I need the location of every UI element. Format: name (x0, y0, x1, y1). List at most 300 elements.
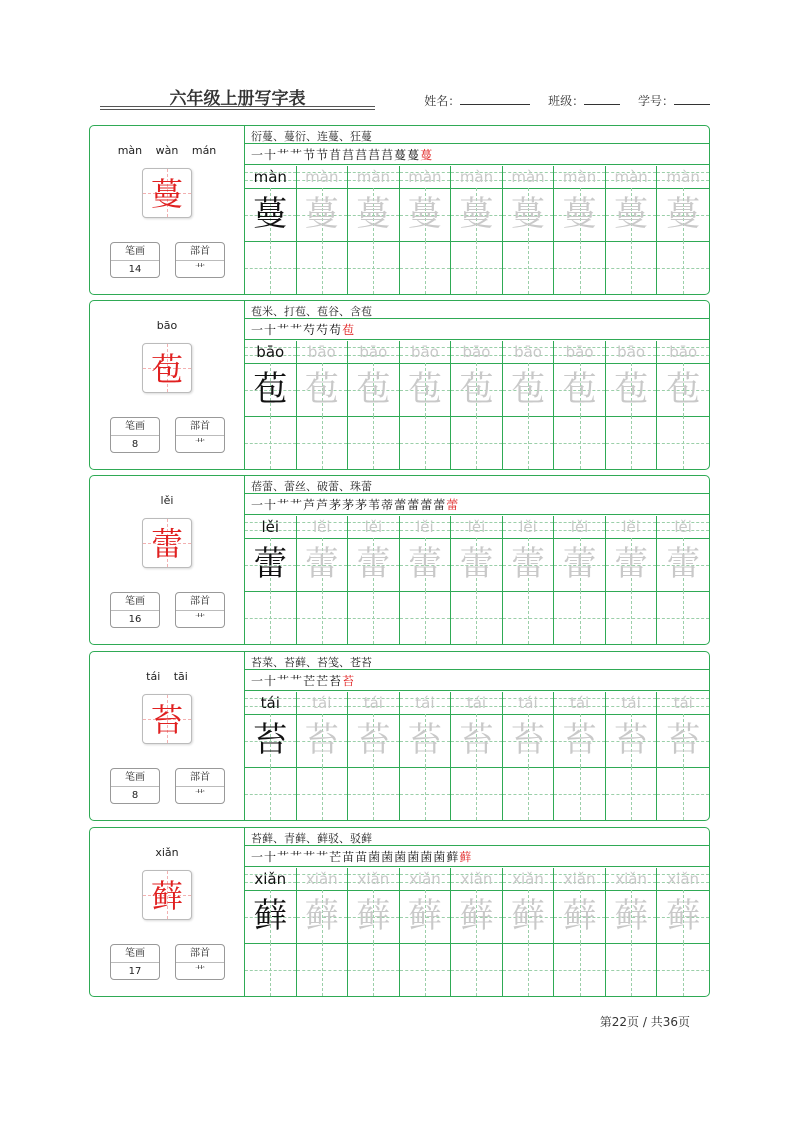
stroke-order-step: 一 (251, 148, 265, 162)
writing-cell[interactable] (400, 341, 452, 469)
blank-tian-grid[interactable] (348, 591, 399, 644)
pinyin-trace: lěi (674, 518, 692, 536)
blank-tian-grid[interactable] (606, 943, 657, 996)
blank-tian-grid[interactable] (554, 591, 605, 644)
writing-cell[interactable] (245, 166, 297, 294)
character-trace: 苔 (511, 720, 546, 760)
stroke-order-step: 十 (264, 323, 278, 337)
practice-panel (245, 652, 709, 820)
divider (245, 866, 709, 867)
blank-tian-grid[interactable] (657, 591, 709, 644)
stroke-order-step: 艹 (277, 674, 291, 688)
stroke-order-step: 一 (251, 323, 265, 337)
writing-cell[interactable] (400, 166, 452, 294)
writing-cell[interactable] (554, 692, 606, 820)
pinyin-line (451, 166, 502, 189)
practice-panel (245, 301, 709, 469)
stroke-order-step: 苇 (368, 498, 382, 512)
stroke-order-step: 蕾 (420, 498, 434, 512)
tian-grid (451, 188, 502, 242)
stroke-order-step: 蕾 (407, 498, 421, 512)
writing-cell[interactable] (451, 868, 503, 996)
stroke-order-step: 蒂 (381, 498, 395, 512)
example-words: 苔藓、青藓、藓驳、驳藓 (251, 832, 372, 845)
stroke-count-box (110, 592, 160, 628)
character-card (89, 651, 710, 821)
blank-tian-grid[interactable] (657, 241, 709, 294)
character-trace: 苔 (614, 720, 649, 760)
pinyin-trace: màn (305, 168, 339, 186)
stroke-order-step: 十 (264, 674, 278, 688)
tian-grid (400, 714, 451, 768)
tian-grid (297, 714, 348, 768)
writing-cell[interactable] (348, 692, 400, 820)
pinyin-readings: tái tāi (146, 670, 188, 683)
character-sample: 苔 (253, 720, 288, 760)
tian-grid (606, 538, 657, 592)
blank-tian-grid[interactable] (245, 241, 296, 294)
character-trace: 蕾 (304, 544, 339, 584)
blank-tian-grid[interactable] (606, 416, 657, 469)
pinyin-sample: tái (260, 694, 280, 712)
tian-grid (348, 363, 399, 417)
tian-grid (348, 890, 399, 944)
pinyin-readings: lěi (160, 494, 174, 507)
model-character: 蔓 (150, 175, 183, 213)
writing-cell[interactable] (657, 868, 709, 996)
class-field[interactable] (584, 92, 620, 105)
blank-tian-grid[interactable] (657, 416, 709, 469)
blank-tian-grid[interactable] (400, 943, 451, 996)
writing-cell[interactable] (297, 692, 349, 820)
writing-cell[interactable] (451, 166, 503, 294)
tian-grid (554, 538, 605, 592)
stroke-order-step: 一 (251, 850, 265, 864)
stroke-count-label: 笔画 (111, 769, 159, 787)
pinyin-line (348, 341, 399, 364)
tian-grid (297, 890, 348, 944)
stroke-order-step: 节 (316, 148, 330, 162)
writing-cell[interactable] (606, 341, 658, 469)
tian-grid (245, 714, 296, 768)
blank-tian-grid[interactable] (245, 416, 296, 469)
blank-tian-grid[interactable] (400, 241, 451, 294)
pinyin-trace: bāo (307, 343, 336, 361)
pinyin-line (297, 868, 348, 891)
stroke-count-label: 笔画 (111, 593, 159, 611)
blank-tian-grid[interactable] (451, 241, 502, 294)
pinyin-line (245, 868, 296, 891)
stroke-order-step: 蔓 (407, 148, 421, 162)
pinyin-line (606, 516, 657, 539)
pinyin-line (400, 692, 451, 715)
blank-tian-grid[interactable] (245, 591, 296, 644)
character-trace: 蔓 (407, 194, 442, 234)
character-card (89, 827, 710, 997)
blank-tian-grid[interactable] (503, 943, 554, 996)
character-sample: 蕾 (253, 544, 288, 584)
id-label: 学号： (637, 94, 674, 108)
pinyin-line (503, 166, 554, 189)
blank-tian-grid[interactable] (297, 591, 348, 644)
tian-grid (245, 538, 296, 592)
blank-tian-grid[interactable] (657, 943, 709, 996)
blank-tian-grid[interactable] (554, 416, 605, 469)
pinyin-trace: tái (363, 694, 383, 712)
pinyin-line (554, 868, 605, 891)
character-trace: 藓 (562, 896, 597, 936)
blank-tian-grid[interactable] (606, 241, 657, 294)
pinyin-line (297, 166, 348, 189)
stroke-order-step: 菌 (407, 850, 421, 864)
blank-tian-grid[interactable] (451, 591, 502, 644)
writing-cell[interactable] (606, 166, 658, 294)
stroke-order-step: 藓 (459, 850, 473, 864)
model-character: 苞 (150, 350, 183, 388)
stroke-order-step: 芒 (316, 674, 330, 688)
pinyin-line (348, 692, 399, 715)
blank-tian-grid[interactable] (297, 943, 348, 996)
divider (245, 143, 709, 144)
blank-tian-grid[interactable] (451, 767, 502, 820)
writing-cell[interactable] (400, 868, 452, 996)
pinyin-line (451, 341, 502, 364)
stroke-count-box (110, 768, 160, 804)
pinyin-line (297, 516, 348, 539)
writing-cell[interactable] (657, 692, 709, 820)
stroke-order-step: 茅 (329, 498, 343, 512)
divider (245, 690, 709, 691)
stroke-order-step: 十 (264, 498, 278, 512)
model-character: 蕾 (150, 525, 183, 563)
divider (245, 339, 709, 340)
writing-cell[interactable] (451, 692, 503, 820)
stroke-order-step: 蕾 (394, 498, 408, 512)
tian-grid (348, 714, 399, 768)
character-trace: 苔 (407, 720, 442, 760)
divider (245, 514, 709, 515)
pinyin-trace: xiǎn (512, 870, 544, 888)
pinyin-trace: màn (562, 168, 597, 186)
radical-value: 艹 (195, 614, 205, 625)
character-trace: 苞 (304, 369, 339, 409)
pinyin-line (400, 868, 451, 891)
example-words: 苔菜、苔藓、苔笺、苍苔 (251, 656, 372, 669)
character-sample: 苞 (253, 369, 288, 409)
example-words: 苞米、打苞、苞谷、含苞 (251, 305, 372, 318)
model-character: 苔 (150, 701, 183, 739)
pinyin-trace: xiǎn (563, 870, 596, 888)
blank-tian-grid[interactable] (606, 591, 657, 644)
stroke-count-label: 笔画 (111, 418, 159, 436)
blank-tian-grid[interactable] (348, 241, 399, 294)
stroke-order-step: 芒 (329, 850, 343, 864)
character-trace: 藓 (407, 896, 442, 936)
writing-grid (245, 166, 709, 294)
radical-label: 部首 (176, 418, 224, 436)
page-title: 六年级上册写字表 (169, 89, 306, 109)
tian-grid (400, 890, 451, 944)
writing-cell[interactable] (503, 166, 555, 294)
tian-grid (297, 363, 348, 417)
blank-tian-grid[interactable] (503, 591, 554, 644)
character-trace: 苞 (459, 369, 494, 409)
writing-cell[interactable] (657, 516, 709, 644)
pinyin-readings: màn wàn mán (117, 144, 217, 157)
pinyin-trace: tái (518, 694, 538, 712)
stroke-order-step: 艹 (277, 148, 291, 162)
character-trace: 藓 (614, 896, 649, 936)
pinyin-trace: tái (621, 694, 641, 712)
pinyin-line (400, 516, 451, 539)
blank-tian-grid[interactable] (245, 767, 296, 820)
tian-grid (606, 188, 657, 242)
pinyin-trace: bāo (462, 343, 491, 361)
blank-tian-grid[interactable] (348, 767, 399, 820)
stroke-count-value: 8 (131, 790, 139, 801)
character-trace: 苞 (562, 369, 597, 409)
tian-grid (400, 188, 451, 242)
title-underline (100, 106, 375, 107)
id-field[interactable] (674, 92, 710, 105)
pinyin-line (606, 341, 657, 364)
character-card (89, 300, 710, 470)
writing-cell[interactable] (245, 868, 297, 996)
radical-value: 艹 (195, 439, 205, 450)
pinyin-readings: bāo (156, 319, 178, 332)
tian-grid (657, 363, 709, 417)
writing-cell[interactable] (245, 341, 297, 469)
writing-cell[interactable] (348, 341, 400, 469)
writing-cell[interactable] (400, 692, 452, 820)
pinyin-trace: xiǎn (615, 870, 647, 888)
pinyin-trace: lěi (313, 518, 331, 536)
writing-cell[interactable] (297, 341, 349, 469)
writing-cell[interactable] (297, 868, 349, 996)
writing-cell[interactable] (245, 692, 297, 820)
writing-cell[interactable] (245, 516, 297, 644)
stroke-order-step: 一 (251, 674, 265, 688)
pinyin-line (503, 868, 554, 891)
character-trace: 藓 (511, 896, 546, 936)
blank-tian-grid[interactable] (503, 416, 554, 469)
pinyin-line (348, 516, 399, 539)
pinyin-line (297, 341, 348, 364)
pinyin-line (400, 166, 451, 189)
blank-tian-grid[interactable] (348, 943, 399, 996)
pinyin-trace: lěi (519, 518, 537, 536)
tian-grid (348, 538, 399, 592)
blank-tian-grid[interactable] (606, 767, 657, 820)
writing-cell[interactable] (606, 692, 658, 820)
writing-cell[interactable] (503, 341, 555, 469)
writing-cell[interactable] (503, 868, 555, 996)
writing-cell[interactable] (348, 516, 400, 644)
pinyin-trace: tái (673, 694, 693, 712)
tian-grid (245, 890, 296, 944)
tian-grid (503, 714, 554, 768)
character-info-panel (90, 828, 245, 996)
tian-grid (554, 363, 605, 417)
writing-cell[interactable] (657, 166, 709, 294)
tian-grid (657, 538, 709, 592)
tian-grid (657, 890, 709, 944)
character-trace: 苔 (304, 720, 339, 760)
writing-cell[interactable] (554, 166, 606, 294)
tian-grid (606, 714, 657, 768)
pinyin-trace: xiǎn (460, 870, 493, 888)
writing-cell[interactable] (348, 868, 400, 996)
pinyin-line (451, 692, 502, 715)
name-field[interactable] (460, 92, 530, 105)
tian-grid (451, 714, 502, 768)
pinyin-trace: tái (466, 694, 487, 712)
character-trace: 蕾 (356, 544, 391, 584)
pinyin-line (657, 341, 709, 364)
example-words: 衍蔓、蔓衍、连蔓、狂蔓 (251, 130, 372, 143)
character-info-panel (90, 652, 245, 820)
divider (245, 669, 709, 670)
pinyin-trace: bāo (617, 343, 646, 361)
example-words: 蓓蕾、蕾丝、破蕾、珠蕾 (251, 480, 372, 493)
writing-cell[interactable] (400, 516, 452, 644)
pinyin-sample: xiǎn (254, 870, 287, 888)
stroke-order-step: 蔓 (394, 148, 408, 162)
model-character-box (142, 694, 192, 744)
blank-tian-grid[interactable] (348, 416, 399, 469)
writing-cell[interactable] (657, 341, 709, 469)
tian-grid (400, 538, 451, 592)
pinyin-trace: xiǎn (357, 870, 390, 888)
blank-tian-grid[interactable] (297, 767, 348, 820)
pinyin-trace: bāo (565, 343, 594, 361)
stroke-count-value: 8 (131, 439, 139, 450)
stroke-order-step: 蕾 (433, 498, 447, 512)
blank-tian-grid[interactable] (503, 241, 554, 294)
stroke-count-label: 笔画 (111, 243, 159, 261)
stroke-order-step: 芍 (316, 323, 330, 337)
radical-box (175, 242, 225, 278)
character-card (89, 475, 710, 645)
blank-tian-grid[interactable] (554, 943, 605, 996)
radical-label: 部首 (176, 593, 224, 611)
blank-tian-grid[interactable] (503, 767, 554, 820)
pinyin-line (400, 341, 451, 364)
stroke-count-label: 笔画 (111, 945, 159, 963)
tian-grid (606, 890, 657, 944)
practice-panel (245, 126, 709, 294)
stroke-order-step: 苟 (329, 323, 343, 337)
writing-cell[interactable] (606, 516, 658, 644)
character-trace: 苔 (356, 720, 391, 760)
blank-tian-grid[interactable] (554, 767, 605, 820)
stroke-order (251, 146, 433, 163)
character-trace: 蕾 (614, 544, 649, 584)
character-trace: 藓 (356, 896, 391, 936)
stroke-order-step: 菌 (420, 850, 434, 864)
writing-cell[interactable] (554, 516, 606, 644)
writing-cell[interactable] (451, 341, 503, 469)
pinyin-line (245, 692, 296, 715)
blank-tian-grid[interactable] (297, 416, 348, 469)
stroke-order-step: 苗 (355, 850, 369, 864)
model-character-box (142, 343, 192, 393)
blank-tian-grid[interactable] (297, 241, 348, 294)
writing-cell[interactable] (606, 868, 658, 996)
stroke-order-step: 艹 (277, 323, 291, 337)
radical-label: 部首 (176, 945, 224, 963)
character-trace: 蕾 (407, 544, 442, 584)
pinyin-trace: màn (459, 168, 494, 186)
character-trace: 藓 (666, 896, 701, 936)
tian-grid (245, 363, 296, 417)
stroke-order-step: 莒 (381, 148, 395, 162)
pinyin-trace: tái (569, 694, 590, 712)
character-info-panel (90, 301, 245, 469)
practice-panel (245, 828, 709, 996)
writing-cell[interactable] (297, 516, 349, 644)
tian-grid (554, 890, 605, 944)
radical-box (175, 768, 225, 804)
stroke-order-step: 莒 (342, 148, 356, 162)
pinyin-line (657, 166, 709, 189)
stroke-order-step: 芍 (303, 323, 317, 337)
stroke-order-step: 蕾 (446, 498, 460, 512)
writing-cell[interactable] (451, 516, 503, 644)
writing-cell[interactable] (348, 166, 400, 294)
pinyin-line (503, 341, 554, 364)
pinyin-line (297, 692, 348, 715)
pinyin-line (657, 692, 709, 715)
tian-grid (400, 363, 451, 417)
writing-cell[interactable] (503, 516, 555, 644)
pinyin-line (606, 868, 657, 891)
stroke-count-box (110, 417, 160, 453)
blank-tian-grid[interactable] (400, 416, 451, 469)
tian-grid (657, 714, 709, 768)
blank-tian-grid[interactable] (245, 943, 296, 996)
pinyin-trace: màn (408, 168, 442, 186)
radical-value: 艹 (195, 790, 205, 801)
character-trace: 蔓 (562, 194, 597, 234)
tian-grid (245, 188, 296, 242)
stroke-order-step: 莒 (368, 148, 382, 162)
character-trace: 蔓 (666, 194, 701, 234)
pinyin-line (348, 868, 399, 891)
character-trace: 蕾 (459, 544, 494, 584)
writing-cell[interactable] (554, 868, 606, 996)
blank-tian-grid[interactable] (451, 943, 502, 996)
character-sample: 蔓 (253, 194, 288, 234)
blank-tian-grid[interactable] (400, 591, 451, 644)
writing-cell[interactable] (297, 166, 349, 294)
writing-cell[interactable] (554, 341, 606, 469)
stroke-order-step: 菌 (381, 850, 395, 864)
pinyin-line (245, 516, 296, 539)
writing-cell[interactable] (503, 692, 555, 820)
stroke-order-step: 艹 (316, 850, 330, 864)
pinyin-trace: xiǎn (409, 870, 441, 888)
blank-tian-grid[interactable] (451, 416, 502, 469)
pinyin-trace: lěi (622, 518, 640, 536)
stroke-order-step: 十 (264, 148, 278, 162)
blank-tian-grid[interactable] (657, 767, 709, 820)
divider (245, 164, 709, 165)
pinyin-line (657, 516, 709, 539)
divider (245, 845, 709, 846)
blank-tian-grid[interactable] (554, 241, 605, 294)
blank-tian-grid[interactable] (400, 767, 451, 820)
